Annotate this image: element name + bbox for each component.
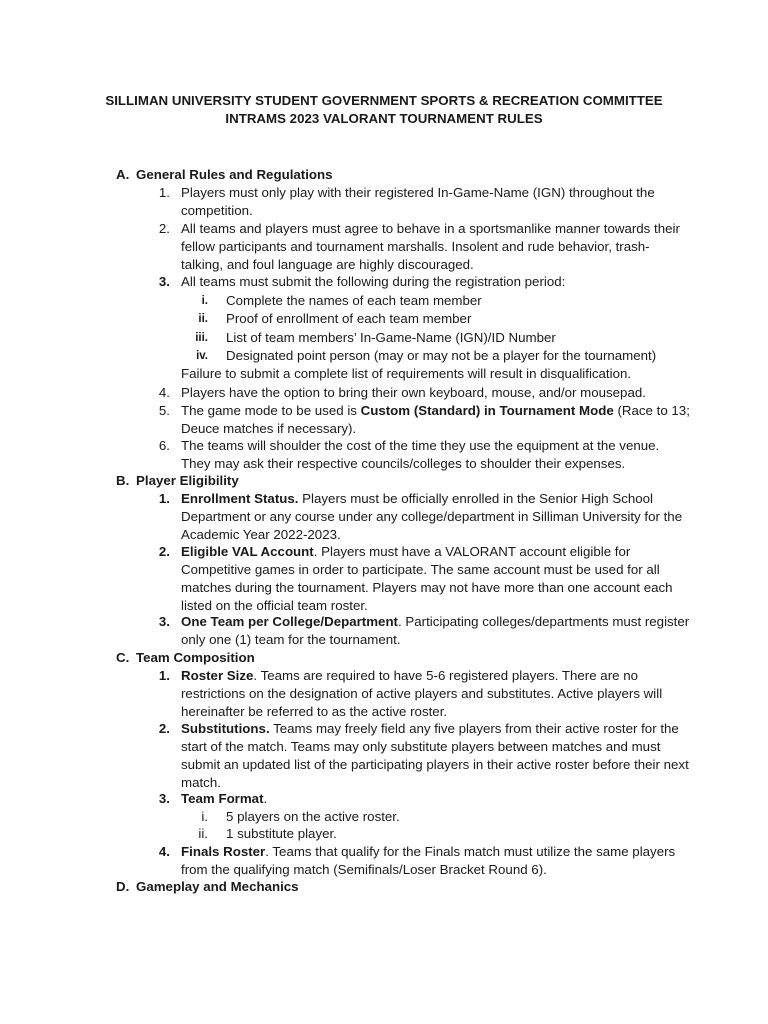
sub-item-text: 5 players on the active roster. bbox=[226, 809, 400, 824]
item-text: All teams and players must agree to behave in a sportsmanlike manner towards their fellow participants and tournament marshalls. Insolent and rude behavior, trash-talking, and foul language are highly discouraged. bbox=[181, 221, 680, 272]
item-bold-text: Finals Roster bbox=[181, 844, 266, 859]
list-item bbox=[158, 273, 691, 291]
section-letter: B. bbox=[116, 473, 130, 488]
item-text: . Participating colleges/departments must register only one (1) team for the tournament. bbox=[181, 614, 690, 647]
item-number: 3. bbox=[158, 791, 170, 806]
list-item bbox=[158, 613, 691, 649]
item-number: 3. bbox=[158, 614, 170, 629]
list-item bbox=[158, 720, 691, 792]
item-number: 1. bbox=[158, 185, 170, 200]
sub-item-number: ii. bbox=[198, 826, 208, 841]
item-text: Players must only play with their registered In-Game-Name (IGN) throughout the competition. bbox=[181, 185, 655, 218]
sub-item-number: i. bbox=[201, 295, 208, 307]
sub-item-number: i. bbox=[201, 809, 208, 824]
item-number: 2. bbox=[158, 221, 170, 236]
item-number: 6. bbox=[158, 438, 170, 453]
sub-item-text: 1 substitute player. bbox=[226, 826, 337, 841]
item-text: All teams must submit the following during the registration period: bbox=[181, 274, 566, 289]
item-number: 2. bbox=[158, 544, 170, 559]
sub-item-number: iv. bbox=[196, 350, 208, 362]
item-bold-text: Substitutions. bbox=[181, 721, 270, 736]
sub-item bbox=[196, 347, 696, 365]
item-number: 4. bbox=[158, 385, 170, 400]
item-bold-text: Roster Size bbox=[181, 668, 254, 683]
item-number: 1. bbox=[158, 668, 170, 683]
list-item bbox=[158, 437, 691, 473]
section-letter: C. bbox=[116, 650, 130, 665]
item-bold-text: Eligible VAL Account bbox=[181, 544, 314, 559]
item-bold-text: One Team per College/Department bbox=[181, 614, 398, 629]
list-item bbox=[158, 543, 691, 615]
sub-item bbox=[201, 808, 696, 826]
sub-item-text: Complete the names of each team member bbox=[226, 293, 482, 308]
list-item bbox=[158, 790, 691, 808]
item-text: The teams will shoulder the cost of the time they use the equipment at the venue. They may ask their respective councils/colleges to shoulder their expenses. bbox=[181, 438, 660, 471]
list-item bbox=[158, 384, 691, 402]
item-text: . Teams that qualify for the Finals match must utilize the same players from the qualifying match (Semifinals/Loser Bracket Round 6). bbox=[181, 844, 676, 877]
list-item bbox=[158, 843, 691, 879]
section-letter: D. bbox=[116, 879, 130, 894]
item-text: Players have the option to bring their own keyboard, mouse, and/or mousepad. bbox=[181, 385, 646, 400]
section-title: General Rules and Regulations bbox=[136, 167, 333, 182]
item-text: . Teams are required to have 5-6 registered players. There are no restrictions on the designation of active players and substitutes. Active players will hereinafter be referred to as the active roster. bbox=[181, 668, 663, 719]
sub-item bbox=[195, 329, 696, 347]
list-item bbox=[158, 667, 691, 721]
item-text: . Players must have a VALORANT account eligible for Competitive games in order to participate. The same account must be used for all matches during the tournament. Players may not have more than one account each listed on the official team roster. bbox=[181, 544, 673, 613]
section-letter: A. bbox=[116, 167, 130, 182]
item-text: . bbox=[263, 791, 268, 806]
section-title: Gameplay and Mechanics bbox=[136, 879, 299, 894]
sub-item-number: iii. bbox=[195, 332, 208, 344]
list-item bbox=[158, 402, 691, 438]
item-number: 5. bbox=[158, 403, 170, 418]
sub-item-number: ii. bbox=[198, 313, 208, 325]
item-text: Players must be officially enrolled in the Senior High School Department or any course under any college/department in Silliman University for the Academic Year 2022-2023. bbox=[181, 491, 683, 542]
item-number: 3. bbox=[158, 274, 170, 289]
sub-item-text: List of team members’ In-Game-Name (IGN)/ID Number bbox=[226, 330, 556, 345]
item-bold-text: Team Format bbox=[181, 791, 264, 806]
item-text-after: (Race to 13; Deuce matches if necessary). bbox=[181, 403, 690, 436]
sub-item bbox=[198, 825, 696, 843]
list-item bbox=[158, 220, 691, 274]
item-number: 4. bbox=[158, 844, 170, 859]
sub-item-text: Designated point person (may or may not be a player for the tournament) bbox=[226, 348, 657, 363]
item-number: 2. bbox=[158, 721, 170, 736]
document-title-line-2: INTRAMS 2023 VALORANT TOURNAMENT RULES bbox=[225, 111, 543, 126]
item-bold-text: Custom (Standard) in Tournament Mode bbox=[360, 403, 614, 418]
item-bold-text: Enrollment Status. bbox=[181, 491, 299, 506]
item-text: Teams may freely field any five players from their active roster for the start of the match. Teams may only substitute players between matches and must submit an updated list of the participating players in their active roster before their next match. bbox=[181, 721, 689, 790]
sub-item bbox=[201, 292, 696, 310]
item-text-before: The game mode to be used is bbox=[181, 403, 361, 418]
item-number: 1. bbox=[158, 491, 170, 506]
sub-item bbox=[198, 310, 696, 328]
list-item bbox=[158, 490, 691, 544]
section-title: Player Eligibility bbox=[136, 473, 239, 488]
sub-item-text: Proof of enrollment of each team member bbox=[226, 311, 472, 326]
document-title-line-1: SILLIMAN UNIVERSITY STUDENT GOVERNMENT SPORTS & RECREATION COMMITTEE bbox=[105, 93, 663, 108]
requirements-note: Failure to submit a complete list of requirements will result in disqualification. bbox=[181, 366, 632, 381]
list-item bbox=[158, 184, 691, 220]
section-title: Team Composition bbox=[136, 650, 255, 665]
